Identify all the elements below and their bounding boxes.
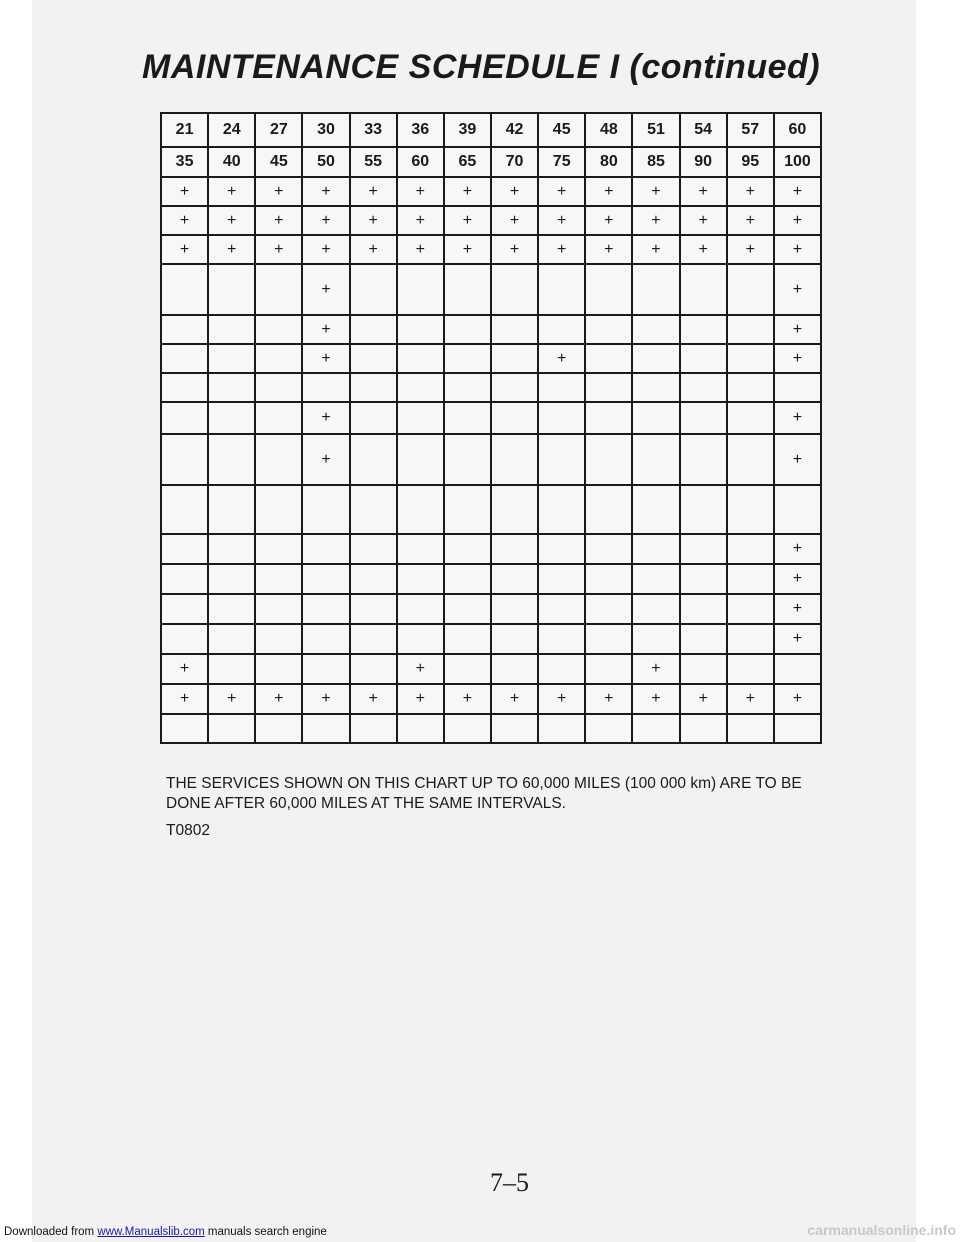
service-mark-cell: + xyxy=(680,177,727,206)
empty-cell xyxy=(727,434,774,485)
service-mark-cell: + xyxy=(774,235,821,264)
empty-cell xyxy=(255,624,302,654)
empty-cell xyxy=(208,564,255,594)
empty-cell xyxy=(350,373,397,402)
empty-cell xyxy=(397,344,444,373)
empty-cell xyxy=(632,264,679,315)
service-row xyxy=(161,485,821,534)
schedule-note: THE SERVICES SHOWN ON THIS CHART UP TO 60,000 MILES (100 000 km) ARE TO BE DONE AFTER 60,000 MILES AT THE SAME INTERVALS. xyxy=(166,775,802,812)
empty-cell xyxy=(727,315,774,344)
miles-header-cell: 24 xyxy=(208,113,255,147)
service-mark-cell: + xyxy=(208,206,255,235)
empty-cell xyxy=(491,594,538,624)
empty-cell xyxy=(538,624,585,654)
km-header-cell: 75 xyxy=(538,147,585,177)
service-mark-cell: + xyxy=(302,315,349,344)
miles-header-cell: 54 xyxy=(680,113,727,147)
empty-cell xyxy=(491,315,538,344)
empty-cell xyxy=(444,264,491,315)
empty-cell xyxy=(680,654,727,684)
service-mark-cell: + xyxy=(302,235,349,264)
empty-cell xyxy=(444,654,491,684)
empty-cell xyxy=(161,344,208,373)
miles-header-cell: 57 xyxy=(727,113,774,147)
empty-cell xyxy=(255,594,302,624)
empty-cell xyxy=(491,402,538,434)
empty-cell xyxy=(585,714,632,743)
empty-cell xyxy=(397,594,444,624)
service-mark-cell: + xyxy=(774,344,821,373)
service-mark-cell: + xyxy=(774,534,821,564)
service-mark-cell: + xyxy=(774,177,821,206)
empty-cell xyxy=(727,714,774,743)
service-row xyxy=(161,714,821,743)
empty-cell xyxy=(350,344,397,373)
empty-cell xyxy=(444,373,491,402)
service-mark-cell: + xyxy=(774,594,821,624)
empty-cell xyxy=(585,344,632,373)
km-header-cell: 85 xyxy=(632,147,679,177)
service-mark-cell: + xyxy=(680,206,727,235)
km-header-cell: 90 xyxy=(680,147,727,177)
service-mark-cell: + xyxy=(632,684,679,714)
service-mark-cell: + xyxy=(585,206,632,235)
service-mark-cell: + xyxy=(774,402,821,434)
miles-header-row xyxy=(161,113,821,147)
empty-cell xyxy=(727,344,774,373)
service-mark-cell: + xyxy=(161,206,208,235)
empty-cell xyxy=(585,485,632,534)
empty-cell xyxy=(680,373,727,402)
watermark: carmanualsonline.info xyxy=(807,1222,956,1238)
empty-cell xyxy=(680,434,727,485)
empty-cell xyxy=(208,714,255,743)
service-mark-cell: + xyxy=(585,177,632,206)
empty-cell xyxy=(585,402,632,434)
empty-cell xyxy=(491,344,538,373)
service-mark-cell: + xyxy=(161,235,208,264)
km-header-row xyxy=(161,147,821,177)
service-row xyxy=(161,402,821,434)
empty-cell xyxy=(491,564,538,594)
footer-prefix: Downloaded from xyxy=(4,1226,98,1238)
maintenance-schedule-table xyxy=(160,112,822,744)
empty-cell xyxy=(397,402,444,434)
empty-cell xyxy=(255,373,302,402)
service-row xyxy=(161,594,821,624)
empty-cell xyxy=(774,654,821,684)
empty-cell xyxy=(302,654,349,684)
miles-header-cell: 45 xyxy=(538,113,585,147)
service-mark-cell: + xyxy=(444,235,491,264)
service-mark-cell: + xyxy=(632,654,679,684)
download-footer xyxy=(4,1226,327,1238)
service-mark-cell: + xyxy=(302,177,349,206)
empty-cell xyxy=(444,315,491,344)
service-mark-cell: + xyxy=(397,206,444,235)
empty-cell xyxy=(208,434,255,485)
empty-cell xyxy=(255,485,302,534)
km-header-cell: 100 xyxy=(774,147,821,177)
service-mark-cell: + xyxy=(302,206,349,235)
empty-cell xyxy=(538,564,585,594)
empty-cell xyxy=(208,624,255,654)
service-mark-cell: + xyxy=(302,344,349,373)
service-row xyxy=(161,206,821,235)
miles-header-cell: 33 xyxy=(350,113,397,147)
empty-cell xyxy=(680,594,727,624)
empty-cell xyxy=(350,485,397,534)
service-mark-cell: + xyxy=(302,684,349,714)
empty-cell xyxy=(491,485,538,534)
empty-cell xyxy=(727,594,774,624)
empty-cell xyxy=(302,714,349,743)
empty-cell xyxy=(680,402,727,434)
empty-cell xyxy=(255,402,302,434)
service-mark-cell: + xyxy=(774,315,821,344)
service-mark-cell: + xyxy=(397,684,444,714)
figure-code: T0802 xyxy=(166,822,210,839)
service-mark-cell: + xyxy=(538,206,585,235)
service-mark-cell: + xyxy=(538,684,585,714)
empty-cell xyxy=(491,434,538,485)
empty-cell xyxy=(727,654,774,684)
empty-cell xyxy=(161,564,208,594)
service-row xyxy=(161,624,821,654)
empty-cell xyxy=(585,624,632,654)
empty-cell xyxy=(727,402,774,434)
empty-cell xyxy=(350,434,397,485)
empty-cell xyxy=(727,564,774,594)
empty-cell xyxy=(632,402,679,434)
empty-cell xyxy=(161,315,208,344)
empty-cell xyxy=(161,594,208,624)
miles-header-cell: 42 xyxy=(491,113,538,147)
miles-header-cell: 27 xyxy=(255,113,302,147)
empty-cell xyxy=(538,714,585,743)
empty-cell xyxy=(774,714,821,743)
empty-cell xyxy=(774,373,821,402)
service-mark-cell: + xyxy=(350,206,397,235)
empty-cell xyxy=(444,624,491,654)
empty-cell xyxy=(680,624,727,654)
empty-cell xyxy=(255,564,302,594)
empty-cell xyxy=(161,485,208,534)
empty-cell xyxy=(302,624,349,654)
service-mark-cell: + xyxy=(255,684,302,714)
empty-cell xyxy=(350,654,397,684)
empty-cell xyxy=(538,594,585,624)
empty-cell xyxy=(444,714,491,743)
empty-cell xyxy=(397,564,444,594)
empty-cell xyxy=(350,594,397,624)
empty-cell xyxy=(208,534,255,564)
empty-cell xyxy=(161,373,208,402)
empty-cell xyxy=(350,315,397,344)
km-header-cell: 55 xyxy=(350,147,397,177)
empty-cell xyxy=(491,534,538,564)
empty-cell xyxy=(161,714,208,743)
service-mark-cell: + xyxy=(727,235,774,264)
service-mark-cell: + xyxy=(208,684,255,714)
empty-cell xyxy=(161,264,208,315)
empty-cell xyxy=(208,594,255,624)
service-mark-cell: + xyxy=(727,684,774,714)
service-mark-cell: + xyxy=(397,235,444,264)
service-mark-cell: + xyxy=(774,624,821,654)
empty-cell xyxy=(302,564,349,594)
empty-cell xyxy=(585,373,632,402)
empty-cell xyxy=(491,714,538,743)
empty-cell xyxy=(538,264,585,315)
empty-cell xyxy=(727,373,774,402)
service-mark-cell: + xyxy=(774,684,821,714)
empty-cell xyxy=(397,315,444,344)
empty-cell xyxy=(397,485,444,534)
empty-cell xyxy=(585,594,632,624)
empty-cell xyxy=(538,654,585,684)
empty-cell xyxy=(491,624,538,654)
empty-cell xyxy=(255,714,302,743)
empty-cell xyxy=(491,373,538,402)
empty-cell xyxy=(255,654,302,684)
empty-cell xyxy=(774,485,821,534)
miles-header-cell: 21 xyxy=(161,113,208,147)
empty-cell xyxy=(727,624,774,654)
empty-cell xyxy=(208,373,255,402)
empty-cell xyxy=(585,564,632,594)
empty-cell xyxy=(680,344,727,373)
service-mark-cell: + xyxy=(444,206,491,235)
page-number: 7–5 xyxy=(490,1168,529,1197)
km-header-cell: 45 xyxy=(255,147,302,177)
km-header-cell: 60 xyxy=(397,147,444,177)
empty-cell xyxy=(350,714,397,743)
empty-cell xyxy=(302,594,349,624)
service-row xyxy=(161,235,821,264)
empty-cell xyxy=(444,564,491,594)
service-row xyxy=(161,564,821,594)
km-header-cell: 50 xyxy=(302,147,349,177)
miles-header-cell: 39 xyxy=(444,113,491,147)
empty-cell xyxy=(632,594,679,624)
empty-cell xyxy=(680,564,727,594)
service-mark-cell: + xyxy=(444,684,491,714)
empty-cell xyxy=(350,402,397,434)
empty-cell xyxy=(632,624,679,654)
empty-cell xyxy=(397,534,444,564)
empty-cell xyxy=(350,264,397,315)
empty-cell xyxy=(302,373,349,402)
empty-cell xyxy=(538,373,585,402)
empty-cell xyxy=(444,594,491,624)
empty-cell xyxy=(585,264,632,315)
empty-cell xyxy=(585,654,632,684)
service-mark-cell: + xyxy=(774,206,821,235)
service-mark-cell: + xyxy=(491,177,538,206)
service-row xyxy=(161,344,821,373)
service-row xyxy=(161,373,821,402)
service-mark-cell: + xyxy=(397,177,444,206)
service-mark-cell: + xyxy=(680,235,727,264)
service-mark-cell: + xyxy=(397,654,444,684)
empty-cell xyxy=(538,434,585,485)
empty-cell xyxy=(727,485,774,534)
empty-cell xyxy=(632,485,679,534)
empty-cell xyxy=(444,485,491,534)
empty-cell xyxy=(632,315,679,344)
empty-cell xyxy=(302,534,349,564)
empty-cell xyxy=(680,264,727,315)
empty-cell xyxy=(255,344,302,373)
empty-cell xyxy=(727,534,774,564)
km-header-cell: 70 xyxy=(491,147,538,177)
empty-cell xyxy=(208,264,255,315)
empty-cell xyxy=(255,534,302,564)
empty-cell xyxy=(350,624,397,654)
empty-cell xyxy=(208,485,255,534)
km-header-cell: 80 xyxy=(585,147,632,177)
empty-cell xyxy=(632,714,679,743)
manualslib-link[interactable]: www.Manualslib.com xyxy=(97,1226,205,1238)
service-mark-cell: + xyxy=(491,235,538,264)
empty-cell xyxy=(727,264,774,315)
service-row xyxy=(161,264,821,315)
empty-cell xyxy=(444,344,491,373)
service-row xyxy=(161,534,821,564)
empty-cell xyxy=(302,485,349,534)
service-mark-cell: + xyxy=(255,206,302,235)
service-mark-cell: + xyxy=(161,684,208,714)
km-header-cell: 65 xyxy=(444,147,491,177)
empty-cell xyxy=(161,534,208,564)
service-mark-cell: + xyxy=(302,434,349,485)
service-mark-cell: + xyxy=(774,264,821,315)
empty-cell xyxy=(680,315,727,344)
miles-header-cell: 60 xyxy=(774,113,821,147)
empty-cell xyxy=(350,534,397,564)
empty-cell xyxy=(161,434,208,485)
service-mark-cell: + xyxy=(208,235,255,264)
service-mark-cell: + xyxy=(302,264,349,315)
km-header-cell: 40 xyxy=(208,147,255,177)
miles-header-cell: 48 xyxy=(585,113,632,147)
service-mark-cell: + xyxy=(774,564,821,594)
service-mark-cell: + xyxy=(255,177,302,206)
empty-cell xyxy=(397,714,444,743)
empty-cell xyxy=(397,264,444,315)
service-mark-cell: + xyxy=(444,177,491,206)
service-mark-cell: + xyxy=(727,206,774,235)
service-mark-cell: + xyxy=(632,235,679,264)
service-row xyxy=(161,654,821,684)
empty-cell xyxy=(632,344,679,373)
empty-cell xyxy=(491,654,538,684)
empty-cell xyxy=(680,714,727,743)
empty-cell xyxy=(161,624,208,654)
service-row xyxy=(161,434,821,485)
service-mark-cell: + xyxy=(774,434,821,485)
service-mark-cell: + xyxy=(585,684,632,714)
service-mark-cell: + xyxy=(491,206,538,235)
service-mark-cell: + xyxy=(302,402,349,434)
empty-cell xyxy=(538,402,585,434)
service-mark-cell: + xyxy=(632,177,679,206)
empty-cell xyxy=(397,434,444,485)
service-mark-cell: + xyxy=(538,177,585,206)
empty-cell xyxy=(444,534,491,564)
service-mark-cell: + xyxy=(208,177,255,206)
miles-header-cell: 36 xyxy=(397,113,444,147)
empty-cell xyxy=(632,434,679,485)
empty-cell xyxy=(208,402,255,434)
service-mark-cell: + xyxy=(161,177,208,206)
empty-cell xyxy=(538,485,585,534)
service-mark-cell: + xyxy=(350,684,397,714)
empty-cell xyxy=(255,434,302,485)
empty-cell xyxy=(538,534,585,564)
empty-cell xyxy=(585,534,632,564)
service-mark-cell: + xyxy=(350,235,397,264)
service-mark-cell: + xyxy=(161,654,208,684)
miles-header-cell: 30 xyxy=(302,113,349,147)
service-mark-cell: + xyxy=(255,235,302,264)
empty-cell xyxy=(538,315,585,344)
service-mark-cell: + xyxy=(727,177,774,206)
empty-cell xyxy=(397,373,444,402)
service-mark-cell: + xyxy=(632,206,679,235)
empty-cell xyxy=(208,315,255,344)
empty-cell xyxy=(444,434,491,485)
footer-suffix: manuals search engine xyxy=(204,1226,327,1238)
empty-cell xyxy=(632,534,679,564)
service-mark-cell: + xyxy=(538,344,585,373)
empty-cell xyxy=(255,264,302,315)
empty-cell xyxy=(444,402,491,434)
empty-cell xyxy=(680,534,727,564)
km-header-cell: 35 xyxy=(161,147,208,177)
empty-cell xyxy=(632,373,679,402)
km-header-cell: 95 xyxy=(727,147,774,177)
empty-cell xyxy=(397,624,444,654)
empty-cell xyxy=(208,344,255,373)
service-mark-cell: + xyxy=(680,684,727,714)
empty-cell xyxy=(161,402,208,434)
empty-cell xyxy=(208,654,255,684)
service-mark-cell: + xyxy=(491,684,538,714)
service-mark-cell: + xyxy=(538,235,585,264)
service-mark-cell: + xyxy=(350,177,397,206)
page-title: MAINTENANCE SCHEDULE I (continued) xyxy=(142,48,821,86)
empty-cell xyxy=(585,315,632,344)
service-row xyxy=(161,315,821,344)
service-row xyxy=(161,684,821,714)
empty-cell xyxy=(680,485,727,534)
service-mark-cell: + xyxy=(585,235,632,264)
empty-cell xyxy=(491,264,538,315)
empty-cell xyxy=(632,564,679,594)
empty-cell xyxy=(585,434,632,485)
miles-header-cell: 51 xyxy=(632,113,679,147)
service-row xyxy=(161,177,821,206)
empty-cell xyxy=(350,564,397,594)
empty-cell xyxy=(255,315,302,344)
